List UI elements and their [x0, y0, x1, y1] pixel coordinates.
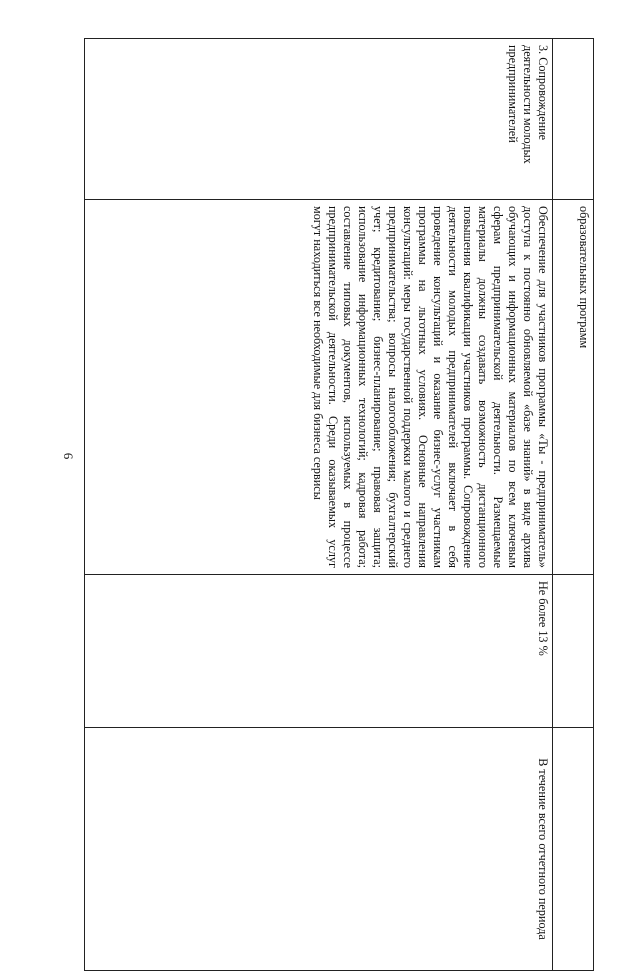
- description-text: Обеспечение для участников программы «Ты - предприниматель» доступа к постоянно обновляемой «базе знаний» в виде архива обучающих и информационных материалов по всем ключевым сферам предпринимательской деятельности. Размещаемые материалы должны создавать возможность дистанционного повышения квалификации участников программы. Сопровождение деятельности молодых предпринимателей включает в себя проведение консультаций и оказание бизнес-услуг участникам программы на льготных условиях. Основные направления консультаций: меры государственной поддержки малого и среднего предпринимательства; вопросы налогообложения; бухгалтерский учет; кредитование; бизнес-планирование; правовая защита; использование информационных технологий; кадровая работа; составление типовых документов, используемых в процессе предпринимательской деятельности. Среди оказываемых услуг могут находиться все необходимые для бизнеса сервисы: [311, 206, 550, 568]
- period-cell: [85, 728, 553, 971]
- cell-empty-4: [553, 728, 594, 971]
- program-table: [84, 38, 594, 971]
- table-row: [85, 39, 553, 971]
- cell-empty-1: [553, 39, 594, 200]
- section-title: 3. Сопровождение деятельности молодых предпринимателей: [506, 45, 550, 164]
- continuation-label: образовательных программ: [577, 206, 591, 349]
- rotated-landscape-page: [84, 38, 594, 940]
- section-cell: [85, 39, 553, 200]
- period-text: В течение всего отчетного периода: [536, 758, 550, 940]
- page-number: 6: [61, 452, 76, 460]
- continuation-cell: [553, 200, 594, 575]
- description-cell: [85, 200, 553, 575]
- value-cell: [85, 575, 553, 728]
- table-row-continuation: [553, 39, 594, 971]
- cell-empty-3: [553, 575, 594, 728]
- value-text: Не более 13 %: [536, 581, 550, 656]
